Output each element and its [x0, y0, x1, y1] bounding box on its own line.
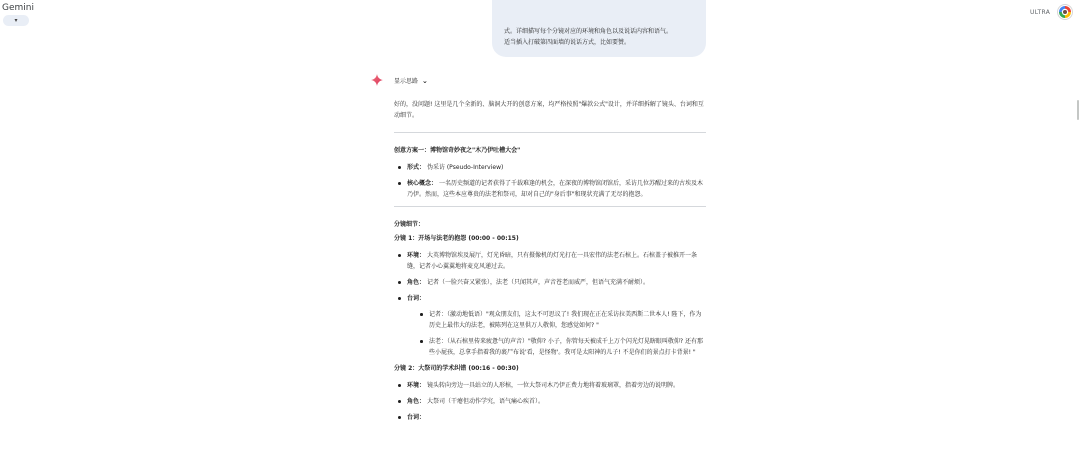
account-avatar[interactable]: [1057, 4, 1073, 20]
avatar-icon: [1058, 5, 1072, 19]
model-selector-button[interactable]: [3, 15, 29, 26]
scrollbar-thumb[interactable]: [1077, 100, 1079, 120]
shots-heading: 分镜细节：: [394, 221, 425, 228]
user-message-bubble: [492, 0, 706, 57]
list-item: 角色： 记者（一脸兴奋又紧张），法老（只闻其声，声音苍老而威严，但语气充满不耐烦）。: [394, 277, 706, 288]
chevron-down-icon: ▾: [14, 16, 18, 24]
show-thinking-button[interactable]: [394, 76, 428, 85]
list-item: 形式： 伪采访 (Pseudo-Interview): [394, 162, 706, 173]
shot-title: 分镜 2：大祭司的学术纠错 (00:16 - 00:30): [394, 365, 519, 372]
response-intro: 好的，没问题! 这里是几个全新的、脑洞大开的创意方案，均严格按照"爆款公式"设计，并详细拆解了镜头、台词和互动细节。: [394, 101, 704, 119]
response-content: [394, 99, 706, 428]
list-item: 台词： 记者：（激动地低语）"观众朋友们，这太不可思议了! 我们现在正在采访拉美西斯二世本人! 陛下，作为历史上最伟大的法老，被陈列在这里供万人敬仰，您感觉如何? " 法老：（从石棺里传来疲惫气的声音）"敬仰? 小子，你管每天被成千上万个闪光灯晃瞎眼叫敬仰? 还有那些小屁孩，总拿手指着我的裹尸布说'看，是怪物'。我可是太阳神的儿子! 不是你们的景点打卡背景! ": [394, 293, 706, 358]
show-thinking-label: 显示思路: [394, 78, 419, 85]
user-message-line: 式。详细描写每个分镜对应的环境和角色以及说话内容和语气。: [504, 28, 673, 35]
dialogue-list: [416, 309, 706, 358]
shot-details-list: [394, 250, 706, 358]
plan-badge: ULTRA: [1030, 9, 1051, 16]
list-item: 角色： 大祭司（干瘪但动作学究，语气痛心疾首）。: [394, 396, 706, 407]
list-item: 环境： 大英博物馆埃及展厅，灯光昏暗，只有摄像机的灯光打在一具宏伟的法老石棺上。石棺盖子被推开一条缝，记者小心翼翼地将麦克风递过去。: [394, 250, 706, 272]
divider: [394, 132, 706, 133]
plan-title: 创意方案一：博物馆奇妙夜之"木乃伊吐槽大会": [394, 147, 521, 154]
list-item: 台词：: [394, 412, 706, 423]
chevron-down-icon: ⌄: [422, 76, 428, 85]
divider: [394, 206, 706, 207]
app-title: Gemini: [2, 3, 34, 13]
gemini-spark-icon: [371, 74, 383, 86]
list-item: 核心概念： 一名历史频道的记者获得了千载难逢的机会，在深夜的博物馆闭馆后，采访几位苏醒过来的古埃及木乃伊。然而，这些本应尊贵的法老和祭司，却对自己的"身后事"和现状充满了无尽的抱怨。: [394, 178, 706, 200]
dialogue-line: 法老：（从石棺里传来疲惫气的声音）"敬仰? 小子，你管每天被成千上万个闪光灯晃瞎眼叫敬仰? 还有那些小屁孩，总拿手指着我的裹尸布说'看，是怪物'。我可是太阳神的儿子! 不是你们的景点打卡背景! ": [416, 336, 706, 358]
list-item: 环境： 镜头转向旁边一具站立的人形棺，一位大祭司木乃伊正费力地将着玻璃罩，指着旁边的说明牌。: [394, 380, 706, 391]
user-message-line: 适当插入打破第四面墙的说话方式，比如要赞。: [504, 39, 631, 46]
shot-title: 分镜 1：开场与法老的抱怨 (00:00 - 00:15): [394, 235, 519, 242]
shot-details-list: [394, 380, 706, 423]
dialogue-line: 记者：（激动地低语）"观众朋友们，这太不可思议了! 我们现在正在采访拉美西斯二世本人! 陛下，作为历史上最伟大的法老，被陈列在这里供万人敬仰，您感觉如何? ": [416, 309, 706, 331]
plan-details-list: [394, 162, 706, 200]
